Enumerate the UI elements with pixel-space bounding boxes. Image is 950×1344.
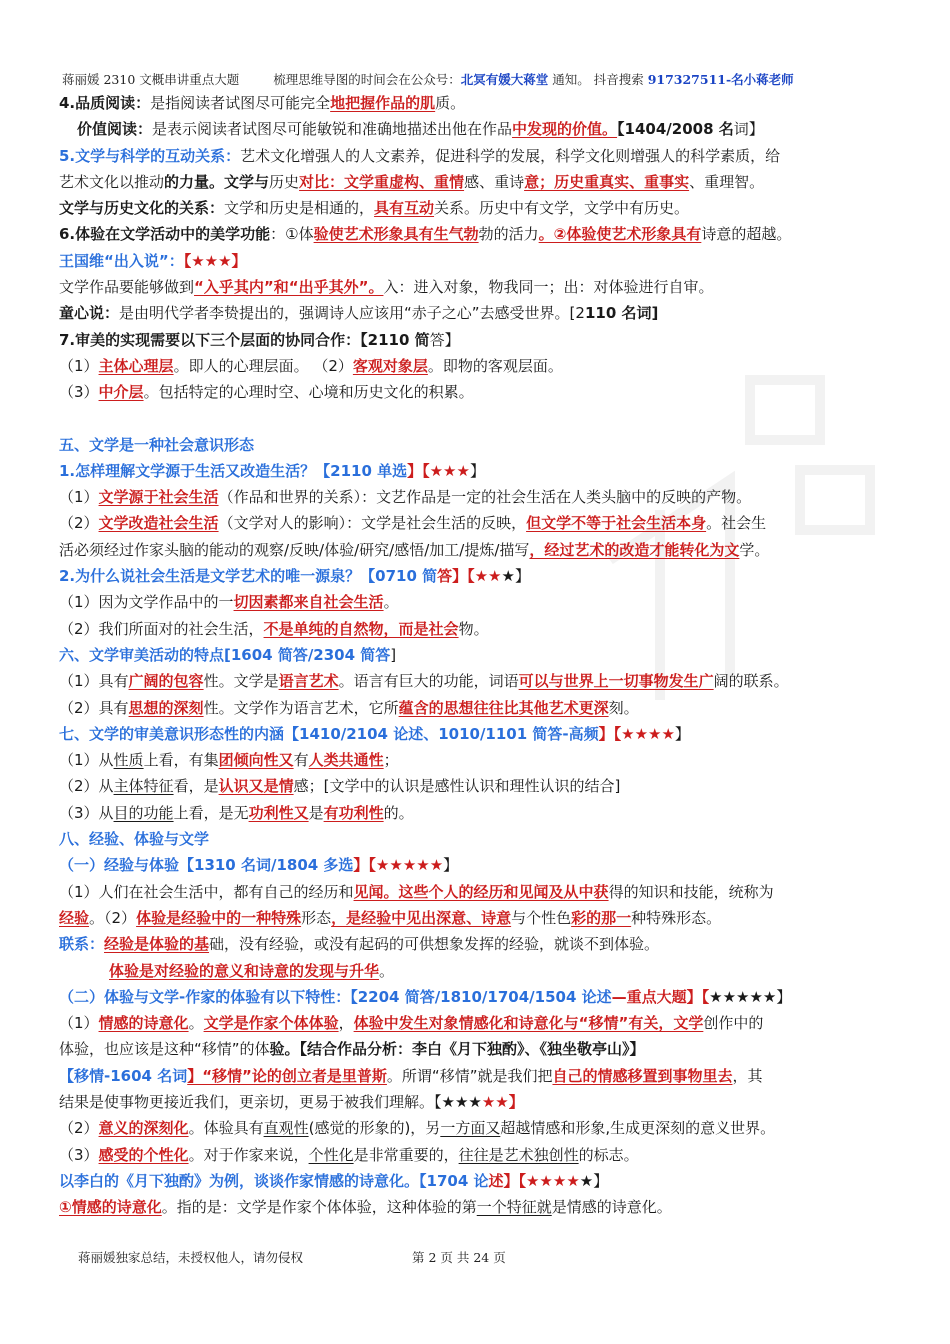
text-run-r: 体验是经验中的一种特殊 <box>136 908 302 927</box>
text-run-bl: 六、文学审美活动的特点[1604 简答/2304 简答 <box>59 645 391 664</box>
line-34 <box>59 1010 899 1036</box>
text-run-r: 。②体验使艺术形象具有 <box>538 225 702 244</box>
text-run-b: 验。【结合作品分析：李白《月下独酌》、《独坐敬亭山》】 <box>269 1040 645 1059</box>
text-run: 艺术文化以推动 <box>59 172 165 191</box>
text-run: 关系。历史中有文学，文学中有历史。 <box>434 199 690 218</box>
text-run-r: 体验是对经验的意义和诗意的发现与升华 <box>109 961 380 980</box>
text-run-r: 地把握作品的肌 <box>330 94 436 112</box>
line-2 <box>59 143 899 169</box>
text-run: ★★★★★】 <box>709 987 792 1006</box>
line-22 <box>59 695 899 721</box>
text-run: 感；[文学中的认识是感性认识和理性认识的结合] <box>293 777 621 796</box>
line-31 <box>59 931 899 957</box>
text-run-bl: 联系： <box>59 935 105 954</box>
text-run-r: 人类共通性 <box>308 751 384 770</box>
text-run: 、重理智。 <box>689 172 765 191</box>
text-run-r: 经验 <box>59 908 90 927</box>
line-38 <box>59 1115 899 1141</box>
text-run-r: 验使艺术形象具有生气勃 <box>313 225 479 244</box>
line-1 <box>59 116 899 142</box>
text-run: 历史 <box>269 172 300 191</box>
text-run-r: 思想的深刻 <box>128 698 204 717</box>
text-run: 。社会生 <box>706 514 767 533</box>
text-run: 与个性色 <box>511 908 572 927</box>
text-run: 创作中的 <box>703 1014 764 1033</box>
text-run: 的。 <box>383 803 414 822</box>
text-run-st: 】【★★★ <box>407 461 470 480</box>
line-15 <box>59 510 899 536</box>
text-run-bl: 1.怎样理解文学源于生活又改造生活？【2110 单选 <box>59 461 408 480</box>
line-0 <box>59 90 899 116</box>
text-run-r: 客观对象层 <box>352 356 428 375</box>
text-run: ：①体 <box>270 225 314 244</box>
text-run: 性。文学是 <box>203 672 279 691</box>
text-run-r: 文学是作家个体体验 <box>203 1014 339 1033</box>
text-run-r: 但文学不等于社会生活本身 <box>526 514 707 533</box>
text-run-u: 目的功能 <box>113 803 174 822</box>
text-run-r: “入乎其内”和“出乎其外”。 <box>194 278 384 297</box>
line-21 <box>59 668 899 694</box>
text-run-r: 不是单纯的自然物，而是社会 <box>263 619 459 638</box>
text-run: 。指的是：文学是作家个体体验，这种体验的第 <box>161 1198 477 1217</box>
text-run-bl: 5.文学与科学的互动关系： <box>59 146 241 165</box>
text-run-bl: 【移情-1604 名词 <box>59 1066 188 1085</box>
text-run: 。（2） <box>89 908 137 927</box>
line-24 <box>59 747 899 773</box>
line-37 <box>59 1089 899 1115</box>
text-run: （3） <box>59 383 99 402</box>
text-run: 艺术文化增强人的人文素养，促进科学的发展，科学文化则增强人的科学素质，给 <box>240 146 781 165</box>
text-run: ★】 <box>501 567 530 586</box>
text-run-u: 直观性 <box>263 1119 309 1138</box>
text-run-bl: 五、文学是一种社会意识形态 <box>59 435 255 454</box>
line-27 <box>59 826 899 852</box>
text-run-r: 体验中发生对象情感化和诗意化与“移情”有关，文学 <box>353 1014 704 1033</box>
text-run: （1）人们在社会生活中，都有自己的经历和 <box>59 882 354 901</box>
text-run-r: 经验是体验的基 <box>104 935 210 954</box>
text-run: 。 <box>383 593 399 612</box>
text-run-r: 具有互动 <box>374 199 435 218</box>
text-run-r: 意义的深刻化 <box>98 1119 189 1138</box>
line-12 <box>59 432 899 458</box>
text-run-bl: （一）经验与体验【1310 名词/1804 多选 <box>59 856 354 875</box>
text-run: 阔的联系。 <box>713 672 789 691</box>
header-mid: 梳理思维导图的时间会在公众号： <box>273 72 461 87</box>
text-run-r: ①情感的诗意化 <box>59 1198 162 1217</box>
text-run: （3）从 <box>59 803 114 822</box>
text-run: 文学和历史是相通的， <box>224 199 375 218</box>
text-run-st: 】【★★★★ <box>598 724 675 743</box>
text-run-bl: 王国维“出入说”： <box>59 251 184 270</box>
text-run-b: 7.审美的实现需要以下三个层面的协同合作：【2110 简 <box>59 330 430 349</box>
text-run: （1） <box>59 1014 99 1033</box>
text-run-r: 中发现的价值。 <box>512 120 618 139</box>
text-run-u: 一个特征就 <box>476 1198 552 1217</box>
text-run: 。即人的心理层面。 （2） <box>173 356 353 375</box>
text-run: 。所谓“移情”就是我们把 <box>386 1066 553 1085</box>
text-run: 是情感的诗意化。 <box>551 1198 672 1217</box>
text-run: 】 <box>674 724 690 743</box>
text-run-u: 一方面又 <box>440 1119 501 1138</box>
line-5 <box>59 221 899 247</box>
text-run: 。包括特定的心理时空、心境和历史文化的积累。 <box>143 383 474 402</box>
line-19 <box>59 616 899 642</box>
text-run: （2） <box>59 514 99 533</box>
line-10 <box>59 353 899 379</box>
text-run: （1） <box>59 488 99 507</box>
header-douyin: 917327511-名小蒋老师 <box>647 72 794 87</box>
text-run: 体验，也应该是这种“移情”的体 <box>59 1040 270 1059</box>
text-run: 。即物的客观层面。 <box>427 356 563 375</box>
text-run: ，其 <box>732 1066 763 1085</box>
line-11 <box>59 379 899 405</box>
text-run-st: 【★★★】 <box>183 251 247 270</box>
header-left: 蒋丽媛 2310 文概串讲重点大题 <box>62 72 240 87</box>
text-run: （1） <box>59 356 99 375</box>
line-4 <box>59 195 899 221</box>
line-33 <box>59 984 899 1010</box>
text-run: 上看，有集 <box>143 751 219 770</box>
text-run: 性。文学作为语言艺术，它所 <box>203 698 399 717</box>
text-run: 看，是 <box>173 777 219 796</box>
text-run: 是表示阅读者试图尽可能敏锐和准确地描述出他在作品 <box>152 120 513 139</box>
line-26 <box>59 800 899 826</box>
text-run-r: 】“移情”论的创立者是里普斯 <box>187 1066 387 1085</box>
text-run: （1）具有 <box>59 672 129 691</box>
text-run: 础，没有经验，或没有起码的可供想象发挥的经验，就谈不到体验。 <box>209 935 660 954</box>
line-29 <box>59 879 899 905</box>
line-16 <box>59 537 899 563</box>
text-run-u: 往往是艺术独创性 <box>458 1145 579 1164</box>
text-run: 上看，是无 <box>173 803 249 822</box>
text-run-r: 自己的情感移置到事物里去 <box>552 1066 733 1085</box>
text-run: 物。 <box>458 619 489 638</box>
header-notice: 通知。 抖音搜索 <box>548 72 648 87</box>
line-23 <box>59 721 899 747</box>
text-run: 是 <box>308 803 324 822</box>
text-run-r: 认识又是情 <box>218 777 294 796</box>
text-run-bl: （二）体验与文学-作家的体验有以下特性：【2204 简答/1810/1704/1504 论述 <box>59 987 612 1006</box>
line-40 <box>59 1168 899 1194</box>
text-run-r: 感受的个性化 <box>98 1145 189 1164</box>
text-run: 活必须经过作家头脑的能动的观察/反映/体验/研究/感悟/加工/提炼/描写 <box>59 540 530 559</box>
text-run: 是非常重要的， <box>353 1145 459 1164</box>
text-run: 是指阅读者试图尽可能完全 <box>150 94 331 112</box>
line-17 <box>59 563 899 589</box>
line-30 <box>59 905 899 931</box>
footer-copyright: 蒋丽媛独家总结，未授权他人，请勿侵权 <box>78 1250 304 1265</box>
text-run: 种特殊形态。 <box>631 908 722 927</box>
text-run: （作品和世界的关系）：文艺作品是一定的社会生活在人类头脑中的反映的产物。 <box>218 488 752 507</box>
text-run: ] <box>390 645 397 664</box>
text-run-bl: 2.为什么说社会生活是文学艺术的唯一源泉？【0710 简 <box>59 567 438 586</box>
header-account: 北冥有媛大蒋堂 <box>460 72 549 87</box>
line-14 <box>59 484 899 510</box>
text-run: 入：进入对象，物我同一；出：对体验进行自审。 <box>383 278 714 297</box>
text-run-r: 广阔的包容 <box>128 672 204 691</box>
text-run-st: 】【★★★★★ <box>353 856 444 875</box>
line-18 <box>59 589 899 615</box>
text-run: （2）从 <box>59 777 114 796</box>
text-run: （2）具有 <box>59 698 129 717</box>
text-run-st: 述】【★★★★ <box>488 1171 580 1190</box>
text-run-b: 文学与历史文化的关系： <box>59 199 225 218</box>
text-run: ； <box>383 751 399 770</box>
text-run: 形态 <box>301 908 332 927</box>
text-run-r: ，是经验中见出深意、诗意 <box>331 908 512 927</box>
text-run: 的标志。 <box>578 1145 639 1164</box>
text-run-r: 文学改造社会生活 <box>98 514 219 533</box>
text-run: 勃的活力 <box>478 225 539 244</box>
text-run-st: 答】【★★ <box>437 567 502 586</box>
text-run-r: 语言艺术 <box>278 672 339 691</box>
text-run: （3） <box>59 1145 99 1164</box>
text-run-r: 见闻。这些个人的经历和见闻及从中获 <box>353 882 609 901</box>
text-run: 】 <box>443 856 459 875</box>
line-36 <box>59 1063 899 1089</box>
text-run: 文学作品要能够做到 <box>59 278 195 297</box>
text-run-r: 切因素都来自社会生活 <box>233 593 384 612</box>
text-run: 感、重诗 <box>464 172 525 191</box>
text-run: 诗意的超越。 <box>701 225 792 244</box>
text-run-r: 可以与世界上一切事物发生广 <box>518 672 714 691</box>
line-6 <box>59 248 899 274</box>
text-run-u: 主体特征 <box>113 777 174 796</box>
line-32 <box>59 958 899 984</box>
text-run-r: 中介层 <box>98 383 144 402</box>
text-run: 质。 <box>435 94 466 112</box>
text-run: 超越情感和形象,生成更深刻的意义世界。 <box>500 1119 776 1138</box>
text-run-u: 个性化 <box>308 1145 354 1164</box>
text-run-r: 情感的诗意化 <box>98 1014 189 1033</box>
line-9 <box>59 327 899 353</box>
line-20 <box>59 642 899 668</box>
line-7 <box>59 274 899 300</box>
line-3 <box>59 169 899 195</box>
line-8 <box>59 300 899 326</box>
text-run-u: 性质 <box>113 751 144 770</box>
text-run: 有 <box>293 751 309 770</box>
text-run: （1）因为文学作品中的一 <box>59 593 234 612</box>
text-run: (感觉的形象的)，另 <box>308 1119 441 1138</box>
line-35 <box>59 1036 899 1062</box>
line-28 <box>59 852 899 878</box>
line-13 <box>59 458 899 484</box>
text-run: 。 <box>188 1014 204 1033</box>
text-run-r: 意；历史重真实、重事实 <box>524 172 690 191</box>
text-run: 学。 <box>739 540 770 559</box>
text-run-r: 文学源于社会生活 <box>98 488 219 507</box>
line-25 <box>59 773 899 799</box>
text-run-bl: 七、文学的审美意识形态性的内涵【1410/2104 论述、1010/1101 简答-高频 <box>59 724 599 743</box>
text-run-r: 对比：文学重虚构、重情 <box>299 172 465 191</box>
text-run: （文学对人的影响）：文学是社会生活的反映， <box>218 514 527 533</box>
text-run-b: 6.体验在文学活动中的美学功能 <box>59 225 271 244</box>
text-run-b: 【1404/2008 名 <box>617 120 734 139</box>
text-run: 是由明代学者李贽提出的，强调诗人应该用“赤子之心”去感受世界。[2 <box>119 304 585 323</box>
text-run-r: 功利性又 <box>248 803 309 822</box>
text-run-b: 童心说： <box>59 304 120 323</box>
text-run-b: 110 名词] <box>584 304 659 323</box>
text-run: 得的知识和技能，统称为 <box>608 882 774 901</box>
text-run: 结果是使事物更接近我们，更亲切，更易于被我们理解。【★★★ <box>59 1092 482 1111</box>
text-run: 词】 <box>733 120 764 139</box>
text-run: （2） <box>59 1119 99 1138</box>
text-run: 答】 <box>429 330 460 349</box>
text-run-r: 蕴含的思想往往比其他艺术更深 <box>398 698 609 717</box>
text-run-b: 4.品质阅读： <box>59 94 151 112</box>
line-41 <box>59 1194 899 1220</box>
text-run-b: 价值阅读： <box>77 120 153 139</box>
text-run-st: —重点大题】【 <box>611 987 710 1006</box>
text-run-st: ★★】 <box>481 1092 524 1111</box>
line-39 <box>59 1142 899 1168</box>
text-run: ， <box>338 1014 354 1033</box>
text-run-bl: 以李白的《月下独酌》为例，谈谈作家情感的诗意化。【1704 论 <box>59 1171 489 1190</box>
text-run-r: 彩的那一 <box>571 908 632 927</box>
text-run-b: 的力量。文学与 <box>164 172 270 191</box>
text-run-r: 团倾向性又 <box>218 751 294 770</box>
text-run: 】 <box>469 461 485 480</box>
text-run: 刻。 <box>608 698 639 717</box>
text-run: 。对于作家来说， <box>188 1145 309 1164</box>
page-header <box>62 70 922 88</box>
page-content <box>59 90 899 1220</box>
text-run-r: 主体心理层 <box>98 356 174 375</box>
text-run: （1）从 <box>59 751 114 770</box>
text-run: 。 <box>379 961 395 980</box>
text-run: ★】 <box>579 1171 609 1190</box>
text-run-r: 有功利性 <box>323 803 384 822</box>
text-run: 。体验具有 <box>188 1119 264 1138</box>
footer-page-number: 第 2 页 共 24 页 <box>412 1250 506 1265</box>
text-run-r: ，经过艺术的改造才能转化为文 <box>529 540 740 559</box>
text-run-bl: 八、经验、体验与文学 <box>59 830 210 849</box>
text-run: 。语言有巨大的功能，词语 <box>338 672 519 691</box>
text-run: （2）我们所面对的社会生活， <box>59 619 264 638</box>
